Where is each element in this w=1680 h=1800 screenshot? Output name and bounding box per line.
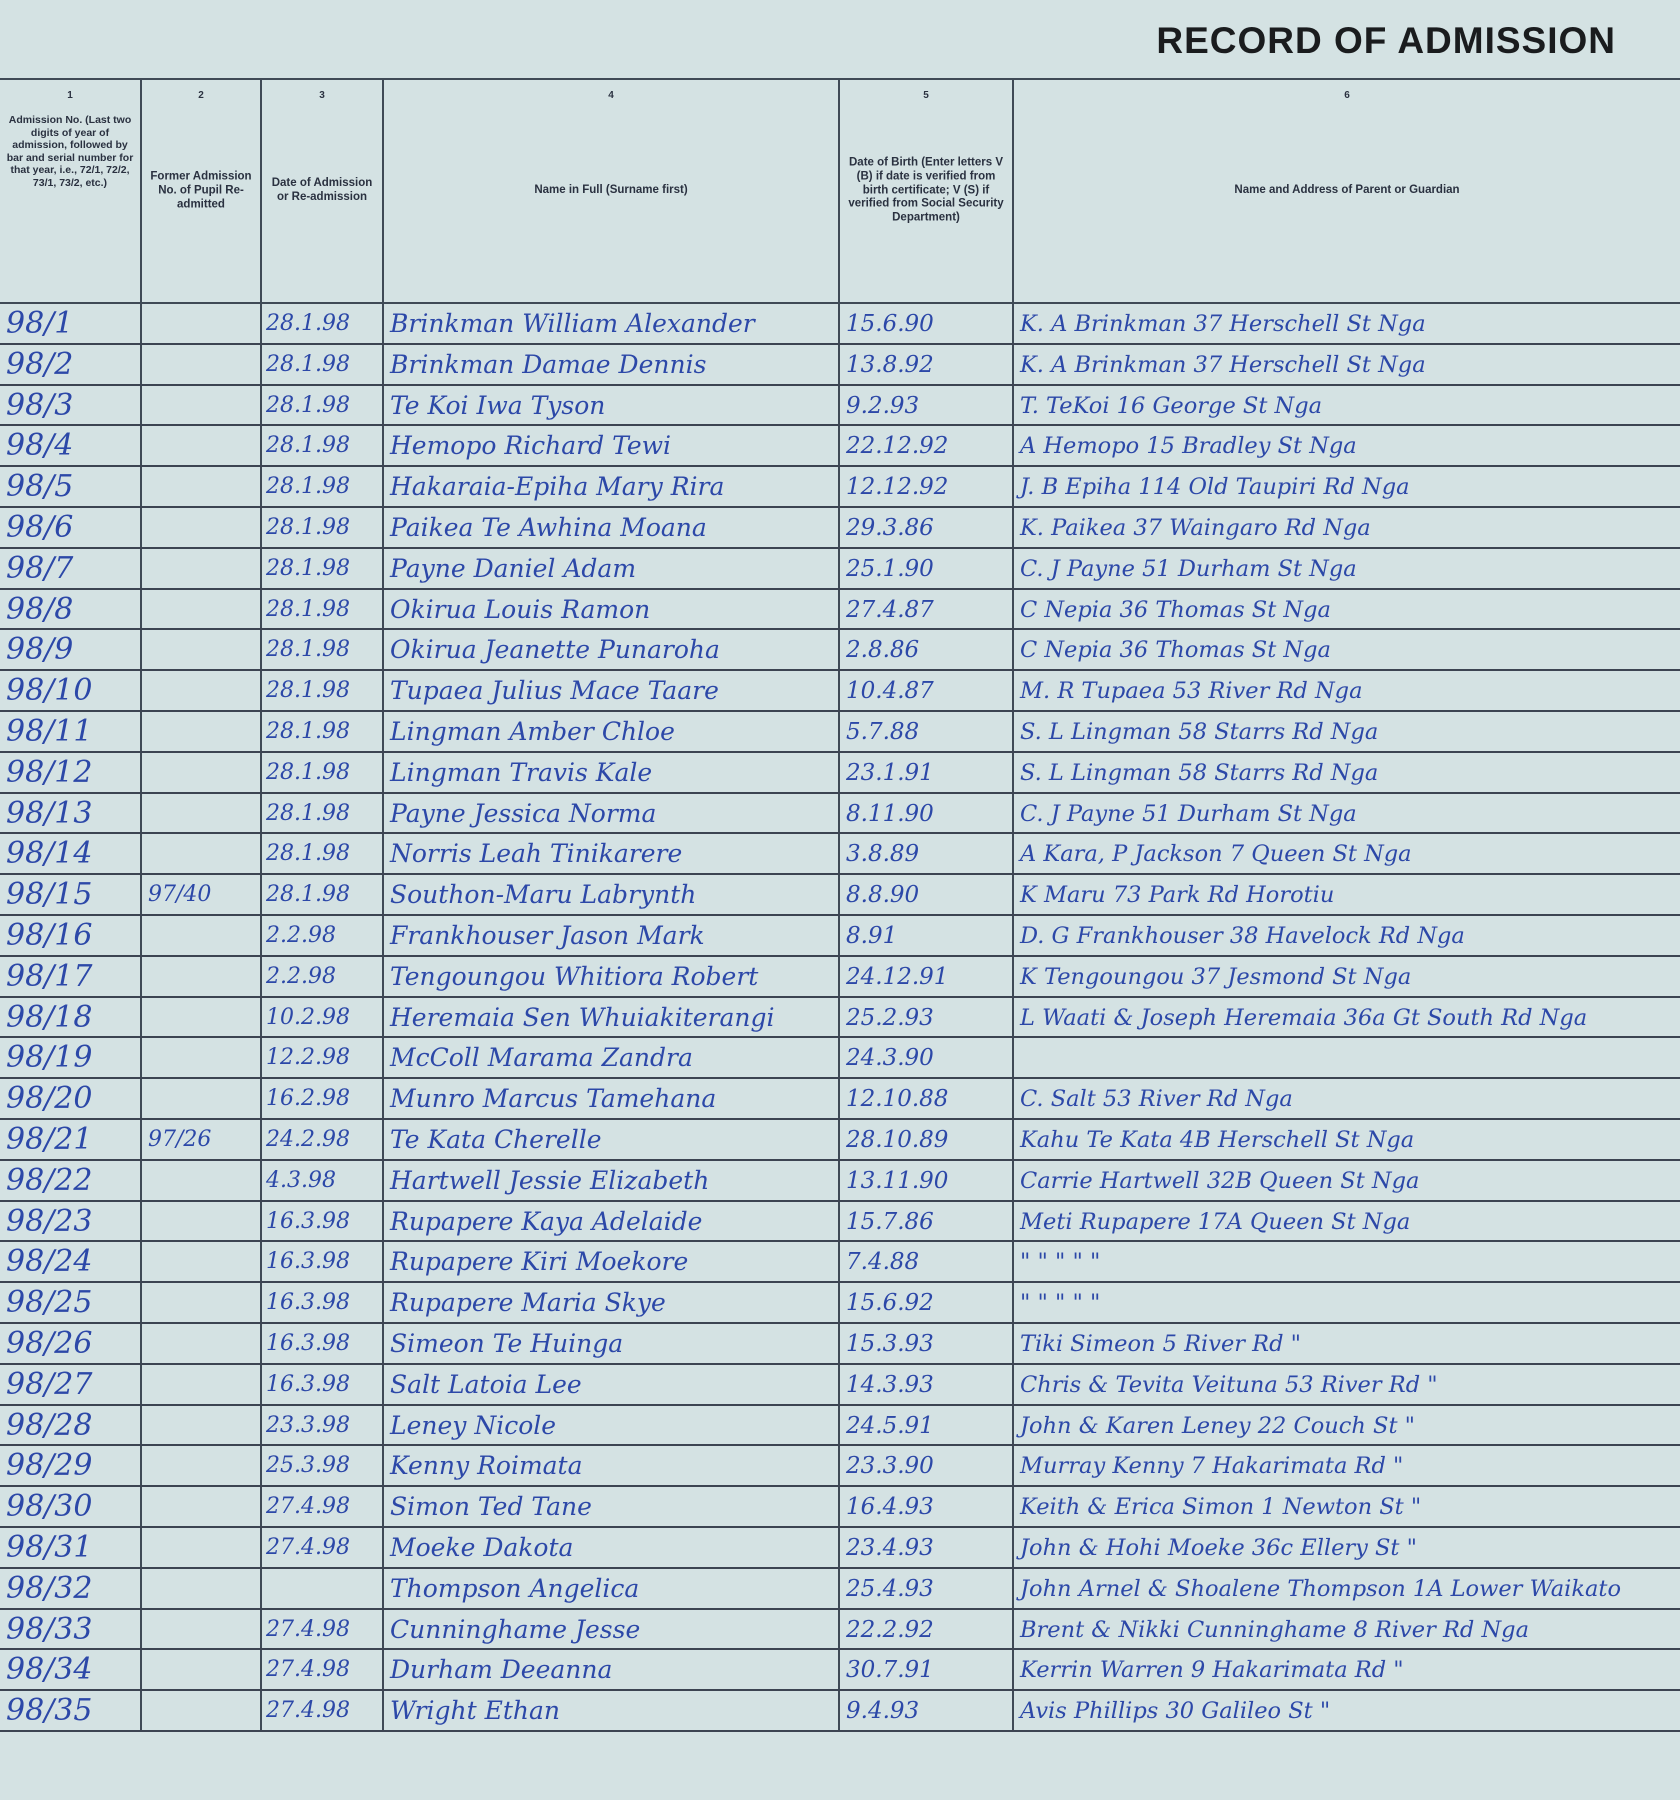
date-of-birth-cell: 23.4.93 [840, 1528, 1014, 1567]
header-date-of-birth [840, 80, 1014, 302]
former-admission-number-cell [142, 386, 262, 425]
admission-number-cell: 98/5 [0, 467, 142, 506]
former-admission-number-cell [142, 549, 262, 588]
former-admission-number-cell [142, 426, 262, 465]
pupil-name-cell: Brinkman Damae Dennis [384, 345, 840, 384]
date-of-birth-cell: 9.2.93 [840, 386, 1014, 425]
admission-number-cell: 98/29 [0, 1446, 142, 1485]
former-admission-number-cell [142, 1691, 262, 1730]
admission-number-cell: 98/33 [0, 1610, 142, 1649]
parent-guardian-cell: Brent & Nikki Cunninghame 8 River Rd Nga [1020, 1616, 1529, 1643]
date-of-birth-cell: 8.91 [840, 916, 1014, 955]
pupil-name-cell: Lingman Amber Chloe [384, 712, 840, 751]
admission-date-cell: 25.3.98 [262, 1446, 384, 1485]
former-admission-number-cell [142, 1202, 262, 1241]
table-row [0, 1446, 1680, 1487]
parent-guardian-cell: C Nepia 36 Thomas St Nga [1020, 637, 1331, 664]
date-of-birth-cell: 13.8.92 [840, 345, 1014, 384]
date-of-birth-cell: 22.12.92 [840, 426, 1014, 465]
admission-date-cell: 10.2.98 [262, 998, 384, 1037]
admission-date-cell: 28.1.98 [262, 630, 384, 669]
admission-date-cell: 27.4.98 [262, 1650, 384, 1689]
table-row [0, 1079, 1680, 1120]
column-header-text: Date of Admission or Re-admission [271, 177, 373, 203]
parent-guardian-cell: Kerrin Warren 9 Hakarimata Rd " [1020, 1657, 1404, 1684]
table-row [0, 1406, 1680, 1447]
table-header [0, 80, 1680, 304]
admission-number-cell: 98/1 [0, 304, 142, 343]
header-admission-no [0, 80, 142, 302]
pupil-name-cell: Tengoungou Whitiora Robert [384, 957, 840, 996]
admission-number-cell: 98/19 [0, 1038, 142, 1077]
admission-number-cell: 98/22 [0, 1161, 142, 1200]
parent-guardian-cell: T. TeKoi 16 George St Nga [1020, 392, 1323, 419]
admission-date-cell: 16.3.98 [262, 1283, 384, 1322]
admission-date-cell: 16.3.98 [262, 1324, 384, 1363]
page-title: RECORD OF ADMISSION [1156, 20, 1616, 61]
admission-date-cell: 28.1.98 [262, 875, 384, 914]
admission-number-cell: 98/24 [0, 1242, 142, 1281]
former-admission-number-cell [142, 1324, 262, 1363]
pupil-name-cell: Payne Jessica Norma [384, 794, 840, 833]
admission-number-cell: 98/15 [0, 875, 142, 914]
admission-number-cell: 98/4 [0, 426, 142, 465]
admission-number-cell: 98/23 [0, 1202, 142, 1241]
column-number: 1 [67, 90, 73, 101]
former-admission-number-cell [142, 1038, 262, 1077]
date-of-birth-cell: 16.4.93 [840, 1487, 1014, 1526]
parent-guardian-cell: C. J Payne 51 Durham St Nga [1020, 800, 1357, 827]
pupil-name-cell: Heremaia Sen Whuiakiterangi [384, 998, 840, 1037]
parent-guardian-cell: K Tengoungou 37 Jesmond St Nga [1020, 963, 1412, 990]
table-row [0, 1161, 1680, 1202]
admission-date-cell: 28.1.98 [262, 345, 384, 384]
date-of-birth-cell: 14.3.93 [840, 1365, 1014, 1404]
admission-number-cell: 98/17 [0, 957, 142, 996]
admission-date-cell: 28.1.98 [262, 590, 384, 629]
admission-date-cell: 28.1.98 [262, 712, 384, 751]
table-row [0, 590, 1680, 631]
admission-date-cell: 28.1.98 [262, 671, 384, 710]
admission-number-cell: 98/8 [0, 590, 142, 629]
former-admission-number-cell: 97/40 [142, 875, 262, 914]
date-of-birth-cell: 23.3.90 [840, 1446, 1014, 1485]
admission-table [0, 78, 1680, 1732]
admission-number-cell: 98/26 [0, 1324, 142, 1363]
date-of-birth-cell: 12.10.88 [840, 1079, 1014, 1118]
column-number: 3 [319, 90, 325, 101]
parent-guardian-cell: John Arnel & Shoalene Thompson 1A Lower Waikato [1020, 1575, 1621, 1602]
table-row [0, 549, 1680, 590]
former-admission-number-cell [142, 957, 262, 996]
pupil-name-cell: Simon Ted Tane [384, 1487, 840, 1526]
admission-date-cell: 28.1.98 [262, 753, 384, 792]
date-of-birth-cell: 23.1.91 [840, 753, 1014, 792]
pupil-name-cell: Kenny Roimata [384, 1446, 840, 1485]
admission-number-cell: 98/34 [0, 1650, 142, 1689]
date-of-birth-cell: 9.4.93 [840, 1691, 1014, 1730]
admission-date-cell: 16.3.98 [262, 1242, 384, 1281]
pupil-name-cell: Salt Latoia Lee [384, 1365, 840, 1404]
parent-guardian-cell: K Maru 73 Park Rd Horotiu [1020, 882, 1335, 909]
admission-number-cell: 98/35 [0, 1691, 142, 1730]
pupil-name-cell: Okirua Louis Ramon [384, 590, 840, 629]
date-of-birth-cell: 24.3.90 [840, 1038, 1014, 1077]
admission-date-cell: 4.3.98 [262, 1161, 384, 1200]
header-parent-or-guardian [1014, 80, 1680, 302]
table-row [0, 875, 1680, 916]
date-of-birth-cell: 24.5.91 [840, 1406, 1014, 1445]
admission-number-cell: 98/2 [0, 345, 142, 384]
former-admission-number-cell: 97/26 [142, 1120, 262, 1159]
date-of-birth-cell: 8.11.90 [840, 794, 1014, 833]
parent-guardian-cell: Keith & Erica Simon 1 Newton St " [1020, 1494, 1422, 1521]
former-admission-number-cell [142, 998, 262, 1037]
parent-guardian-cell [1014, 1038, 1680, 1077]
parent-guardian-cell: Carrie Hartwell 32B Queen St Nga [1020, 1167, 1420, 1194]
pupil-name-cell: Hakaraia-Epiha Mary Rira [384, 467, 840, 506]
date-of-birth-cell: 25.2.93 [840, 998, 1014, 1037]
admission-date-cell: 2.2.98 [262, 957, 384, 996]
admission-number-cell: 98/31 [0, 1528, 142, 1567]
admission-number-cell: 98/30 [0, 1487, 142, 1526]
parent-guardian-cell: J. B Epiha 114 Old Taupiri Rd Nga [1020, 474, 1410, 501]
former-admission-number-cell [142, 304, 262, 343]
pupil-name-cell: Hartwell Jessie Elizabeth [384, 1161, 840, 1200]
date-of-birth-cell: 5.7.88 [840, 712, 1014, 751]
admission-number-cell: 98/12 [0, 753, 142, 792]
pupil-name-cell: Moeke Dakota [384, 1528, 840, 1567]
header-date-of-admission [262, 80, 384, 302]
former-admission-number-cell [142, 590, 262, 629]
former-admission-number-cell [142, 834, 262, 873]
parent-guardian-cell: K. A Brinkman 37 Herschell St Nga [1020, 311, 1426, 337]
admission-date-cell: 16.2.98 [262, 1079, 384, 1118]
pupil-name-cell: Hemopo Richard Tewi [384, 426, 840, 465]
admission-date-cell: 27.4.98 [262, 1691, 384, 1730]
column-number: 4 [608, 90, 614, 101]
former-admission-number-cell [142, 712, 262, 751]
table-row [0, 1324, 1680, 1365]
table-row [0, 304, 1680, 345]
former-admission-number-cell [142, 1446, 262, 1485]
date-of-birth-cell: 15.3.93 [840, 1324, 1014, 1363]
parent-guardian-cell: L Waati & Joseph Heremaia 36a Gt South Rd Nga [1020, 1004, 1588, 1031]
table-row [0, 1242, 1680, 1283]
pupil-name-cell: Leney Nicole [384, 1406, 840, 1445]
admission-date-cell: 2.2.98 [262, 916, 384, 955]
admission-number-cell: 98/10 [0, 671, 142, 710]
table-row [0, 957, 1680, 998]
date-of-birth-cell: 8.8.90 [840, 875, 1014, 914]
pupil-name-cell: Tupaea Julius Mace Taare [384, 671, 840, 710]
admission-date-cell: 28.1.98 [262, 304, 384, 343]
parent-guardian-cell: K. Paikea 37 Waingaro Rd Nga [1020, 514, 1371, 541]
parent-guardian-cell: D. G Frankhouser 38 Havelock Rd Nga [1020, 922, 1465, 949]
pupil-name-cell: Southon-Maru Labrynth [384, 875, 840, 914]
admission-date-cell: 28.1.98 [262, 794, 384, 833]
table-row [0, 1691, 1680, 1732]
table-row [0, 794, 1680, 835]
date-of-birth-cell: 10.4.87 [840, 671, 1014, 710]
former-admission-number-cell [142, 467, 262, 506]
table-row [0, 1120, 1680, 1161]
table-row [0, 1528, 1680, 1569]
admission-number-cell: 98/6 [0, 508, 142, 547]
pupil-name-cell: Paikea Te Awhina Moana [384, 508, 840, 547]
table-row [0, 1365, 1680, 1406]
pupil-name-cell: Payne Daniel Adam [384, 549, 840, 588]
former-admission-number-cell [142, 1406, 262, 1445]
parent-guardian-cell: Tiki Simeon 5 River Rd " [1020, 1330, 1302, 1357]
admission-number-cell: 98/9 [0, 630, 142, 669]
former-admission-number-cell [142, 1569, 262, 1608]
parent-guardian-cell: S. L Lingman 58 Starrs Rd Nga [1020, 759, 1379, 786]
date-of-birth-cell: 7.4.88 [840, 1242, 1014, 1281]
date-of-birth-cell: 22.2.92 [840, 1610, 1014, 1649]
admission-date-cell: 24.2.98 [262, 1120, 384, 1159]
parent-guardian-cell: Avis Phillips 30 Galileo St " [1020, 1698, 1331, 1725]
pupil-name-cell: Munro Marcus Tamehana [384, 1079, 840, 1118]
date-of-birth-cell: 2.8.86 [840, 630, 1014, 669]
pupil-name-cell: Rupapere Kiri Moekore [384, 1242, 840, 1281]
table-row [0, 1202, 1680, 1243]
admission-number-cell: 98/27 [0, 1365, 142, 1404]
admission-number-cell: 98/20 [0, 1079, 142, 1118]
parent-guardian-cell: A Kara, P Jackson 7 Queen St Nga [1020, 841, 1412, 868]
pupil-name-cell: Rupapere Maria Skye [384, 1283, 840, 1322]
former-admission-number-cell [142, 1487, 262, 1526]
parent-guardian-cell: K. A Brinkman 37 Herschell St Nga [1020, 351, 1426, 378]
admission-date-cell: 28.1.98 [262, 549, 384, 588]
parent-guardian-cell: John & Karen Leney 22 Couch St " [1020, 1412, 1415, 1439]
date-of-birth-cell: 15.6.90 [840, 304, 1014, 343]
parent-guardian-cell: M. R Tupaea 53 River Rd Nga [1020, 678, 1363, 705]
table-row [0, 1569, 1680, 1610]
admission-number-cell: 98/11 [0, 712, 142, 751]
column-header-text: Date of Birth (Enter letters V (B) if date is verified from birth certificate; V (S) if verified from Social Security Department) [848, 156, 1004, 224]
pupil-name-cell: Lingman Travis Kale [384, 753, 840, 792]
date-of-birth-cell: 25.4.93 [840, 1569, 1014, 1608]
admission-number-cell: 98/18 [0, 998, 142, 1037]
date-of-birth-cell: 30.7.91 [840, 1650, 1014, 1689]
table-row [0, 1610, 1680, 1651]
table-row [0, 630, 1680, 671]
pupil-name-cell: Simeon Te Huinga [384, 1324, 840, 1363]
date-of-birth-cell: 28.10.89 [840, 1120, 1014, 1159]
parent-guardian-cell: Kahu Te Kata 4B Herschell St Nga [1020, 1126, 1415, 1153]
pupil-name-cell: McColl Marama Zandra [384, 1038, 840, 1077]
pupil-name-cell: Rupapere Kaya Adelaide [384, 1202, 840, 1241]
former-admission-number-cell [142, 1161, 262, 1200]
pupil-name-cell: Cunninghame Jesse [384, 1610, 840, 1649]
table-row [0, 386, 1680, 427]
former-admission-number-cell [142, 1610, 262, 1649]
parent-guardian-cell: Chris & Tevita Veituna 53 River Rd " [1020, 1371, 1438, 1398]
parent-guardian-cell: " " " " " [1020, 1290, 1101, 1317]
table-row [0, 345, 1680, 386]
admission-date-cell: 28.1.98 [262, 467, 384, 506]
table-row [0, 467, 1680, 508]
date-of-birth-cell: 25.1.90 [840, 549, 1014, 588]
admission-date-cell: 12.2.98 [262, 1038, 384, 1077]
former-admission-number-cell [142, 671, 262, 710]
column-header-text: Name and Address of Parent or Guardian [1234, 184, 1460, 197]
parent-guardian-cell: " " " " " [1020, 1249, 1101, 1276]
date-of-birth-cell: 29.3.86 [840, 508, 1014, 547]
admission-date-cell: 28.1.98 [262, 386, 384, 425]
former-admission-number-cell [142, 630, 262, 669]
parent-guardian-cell: John & Hohi Moeke 36c Ellery St " [1020, 1534, 1417, 1561]
admission-date-cell: 28.1.98 [262, 508, 384, 547]
admission-date-cell: 27.4.98 [262, 1528, 384, 1567]
table-row [0, 1283, 1680, 1324]
admission-date-cell: 23.3.98 [262, 1406, 384, 1445]
parent-guardian-cell: S. L Lingman 58 Starrs Rd Nga [1020, 718, 1379, 745]
admission-number-cell: 98/7 [0, 549, 142, 588]
former-admission-number-cell [142, 508, 262, 547]
table-row [0, 1487, 1680, 1528]
parent-guardian-cell: C. J Payne 51 Durham St Nga [1020, 555, 1357, 582]
table-row [0, 916, 1680, 957]
former-admission-number-cell [142, 345, 262, 384]
former-admission-number-cell [142, 1365, 262, 1404]
admission-date-cell: 16.3.98 [262, 1365, 384, 1404]
table-row [0, 671, 1680, 712]
admission-number-cell: 98/28 [0, 1406, 142, 1445]
date-of-birth-cell: 13.11.90 [840, 1161, 1014, 1200]
former-admission-number-cell [142, 1242, 262, 1281]
former-admission-number-cell [142, 1650, 262, 1689]
admission-number-cell: 98/16 [0, 916, 142, 955]
pupil-name-cell: Norris Leah Tinikarere [384, 834, 840, 873]
former-admission-number-cell [142, 1528, 262, 1567]
admission-date-cell [262, 1569, 384, 1608]
column-header-text: Name in Full (Surname first) [534, 184, 688, 197]
pupil-name-cell: Te Kata Cherelle [384, 1120, 840, 1159]
pupil-name-cell: Te Koi Iwa Tyson [384, 386, 840, 425]
parent-guardian-cell: A Hemopo 15 Bradley St Nga [1020, 433, 1357, 460]
table-body [0, 304, 1680, 1732]
admission-number-cell: 98/25 [0, 1283, 142, 1322]
former-admission-number-cell [142, 794, 262, 833]
header-name-in-full [384, 80, 840, 302]
admission-number-cell: 98/13 [0, 794, 142, 833]
table-row [0, 753, 1680, 794]
pupil-name-cell: Wright Ethan [384, 1691, 840, 1730]
column-header-text: Former Admission No. of Pupil Re-admitted [150, 170, 252, 210]
table-row [0, 1038, 1680, 1079]
parent-guardian-cell: Murray Kenny 7 Hakarimata Rd " [1020, 1453, 1404, 1480]
date-of-birth-cell: 12.12.92 [840, 467, 1014, 506]
header-former-admission-no [142, 80, 262, 302]
admission-date-cell: 28.1.98 [262, 426, 384, 465]
admission-number-cell: 98/21 [0, 1120, 142, 1159]
table-row [0, 712, 1680, 753]
table-row [0, 426, 1680, 467]
table-row [0, 834, 1680, 875]
pupil-name-cell: Thompson Angelica [384, 1569, 840, 1608]
admission-date-cell: 28.1.98 [262, 834, 384, 873]
parent-guardian-cell: C Nepia 36 Thomas St Nga [1020, 596, 1331, 623]
column-number: 5 [923, 90, 929, 101]
table-row [0, 508, 1680, 549]
parent-guardian-cell: Meti Rupapere 17A Queen St Nga [1020, 1208, 1411, 1235]
column-number: 6 [1344, 90, 1350, 101]
date-of-birth-cell: 24.12.91 [840, 957, 1014, 996]
pupil-name-cell: Brinkman William Alexander [384, 304, 840, 343]
admission-number-cell: 98/14 [0, 834, 142, 873]
admission-number-cell: 98/32 [0, 1569, 142, 1608]
admission-date-cell: 16.3.98 [262, 1202, 384, 1241]
parent-guardian-cell: C. Salt 53 River Rd Nga [1020, 1086, 1293, 1113]
former-admission-number-cell [142, 753, 262, 792]
date-of-birth-cell: 27.4.87 [840, 590, 1014, 629]
pupil-name-cell: Durham Deeanna [384, 1650, 840, 1689]
pupil-name-cell: Okirua Jeanette Punaroha [384, 630, 840, 669]
admission-number-cell: 98/3 [0, 386, 142, 425]
table-row [0, 1650, 1680, 1691]
date-of-birth-cell: 3.8.89 [840, 834, 1014, 873]
date-of-birth-cell: 15.6.92 [840, 1283, 1014, 1322]
former-admission-number-cell [142, 1079, 262, 1118]
admission-date-cell: 27.4.98 [262, 1487, 384, 1526]
pupil-name-cell: Frankhouser Jason Mark [384, 916, 840, 955]
column-number: 2 [198, 90, 204, 101]
date-of-birth-cell: 15.7.86 [840, 1202, 1014, 1241]
admission-date-cell: 27.4.98 [262, 1610, 384, 1649]
former-admission-number-cell [142, 916, 262, 955]
column-header-text: Admission No. (Last two digits of year of admission, followed by bar and serial number for that year, i.e., 72/1, 72/2, 73/1, 73/2, etc.) [6, 114, 134, 189]
table-row [0, 998, 1680, 1039]
former-admission-number-cell [142, 1283, 262, 1322]
